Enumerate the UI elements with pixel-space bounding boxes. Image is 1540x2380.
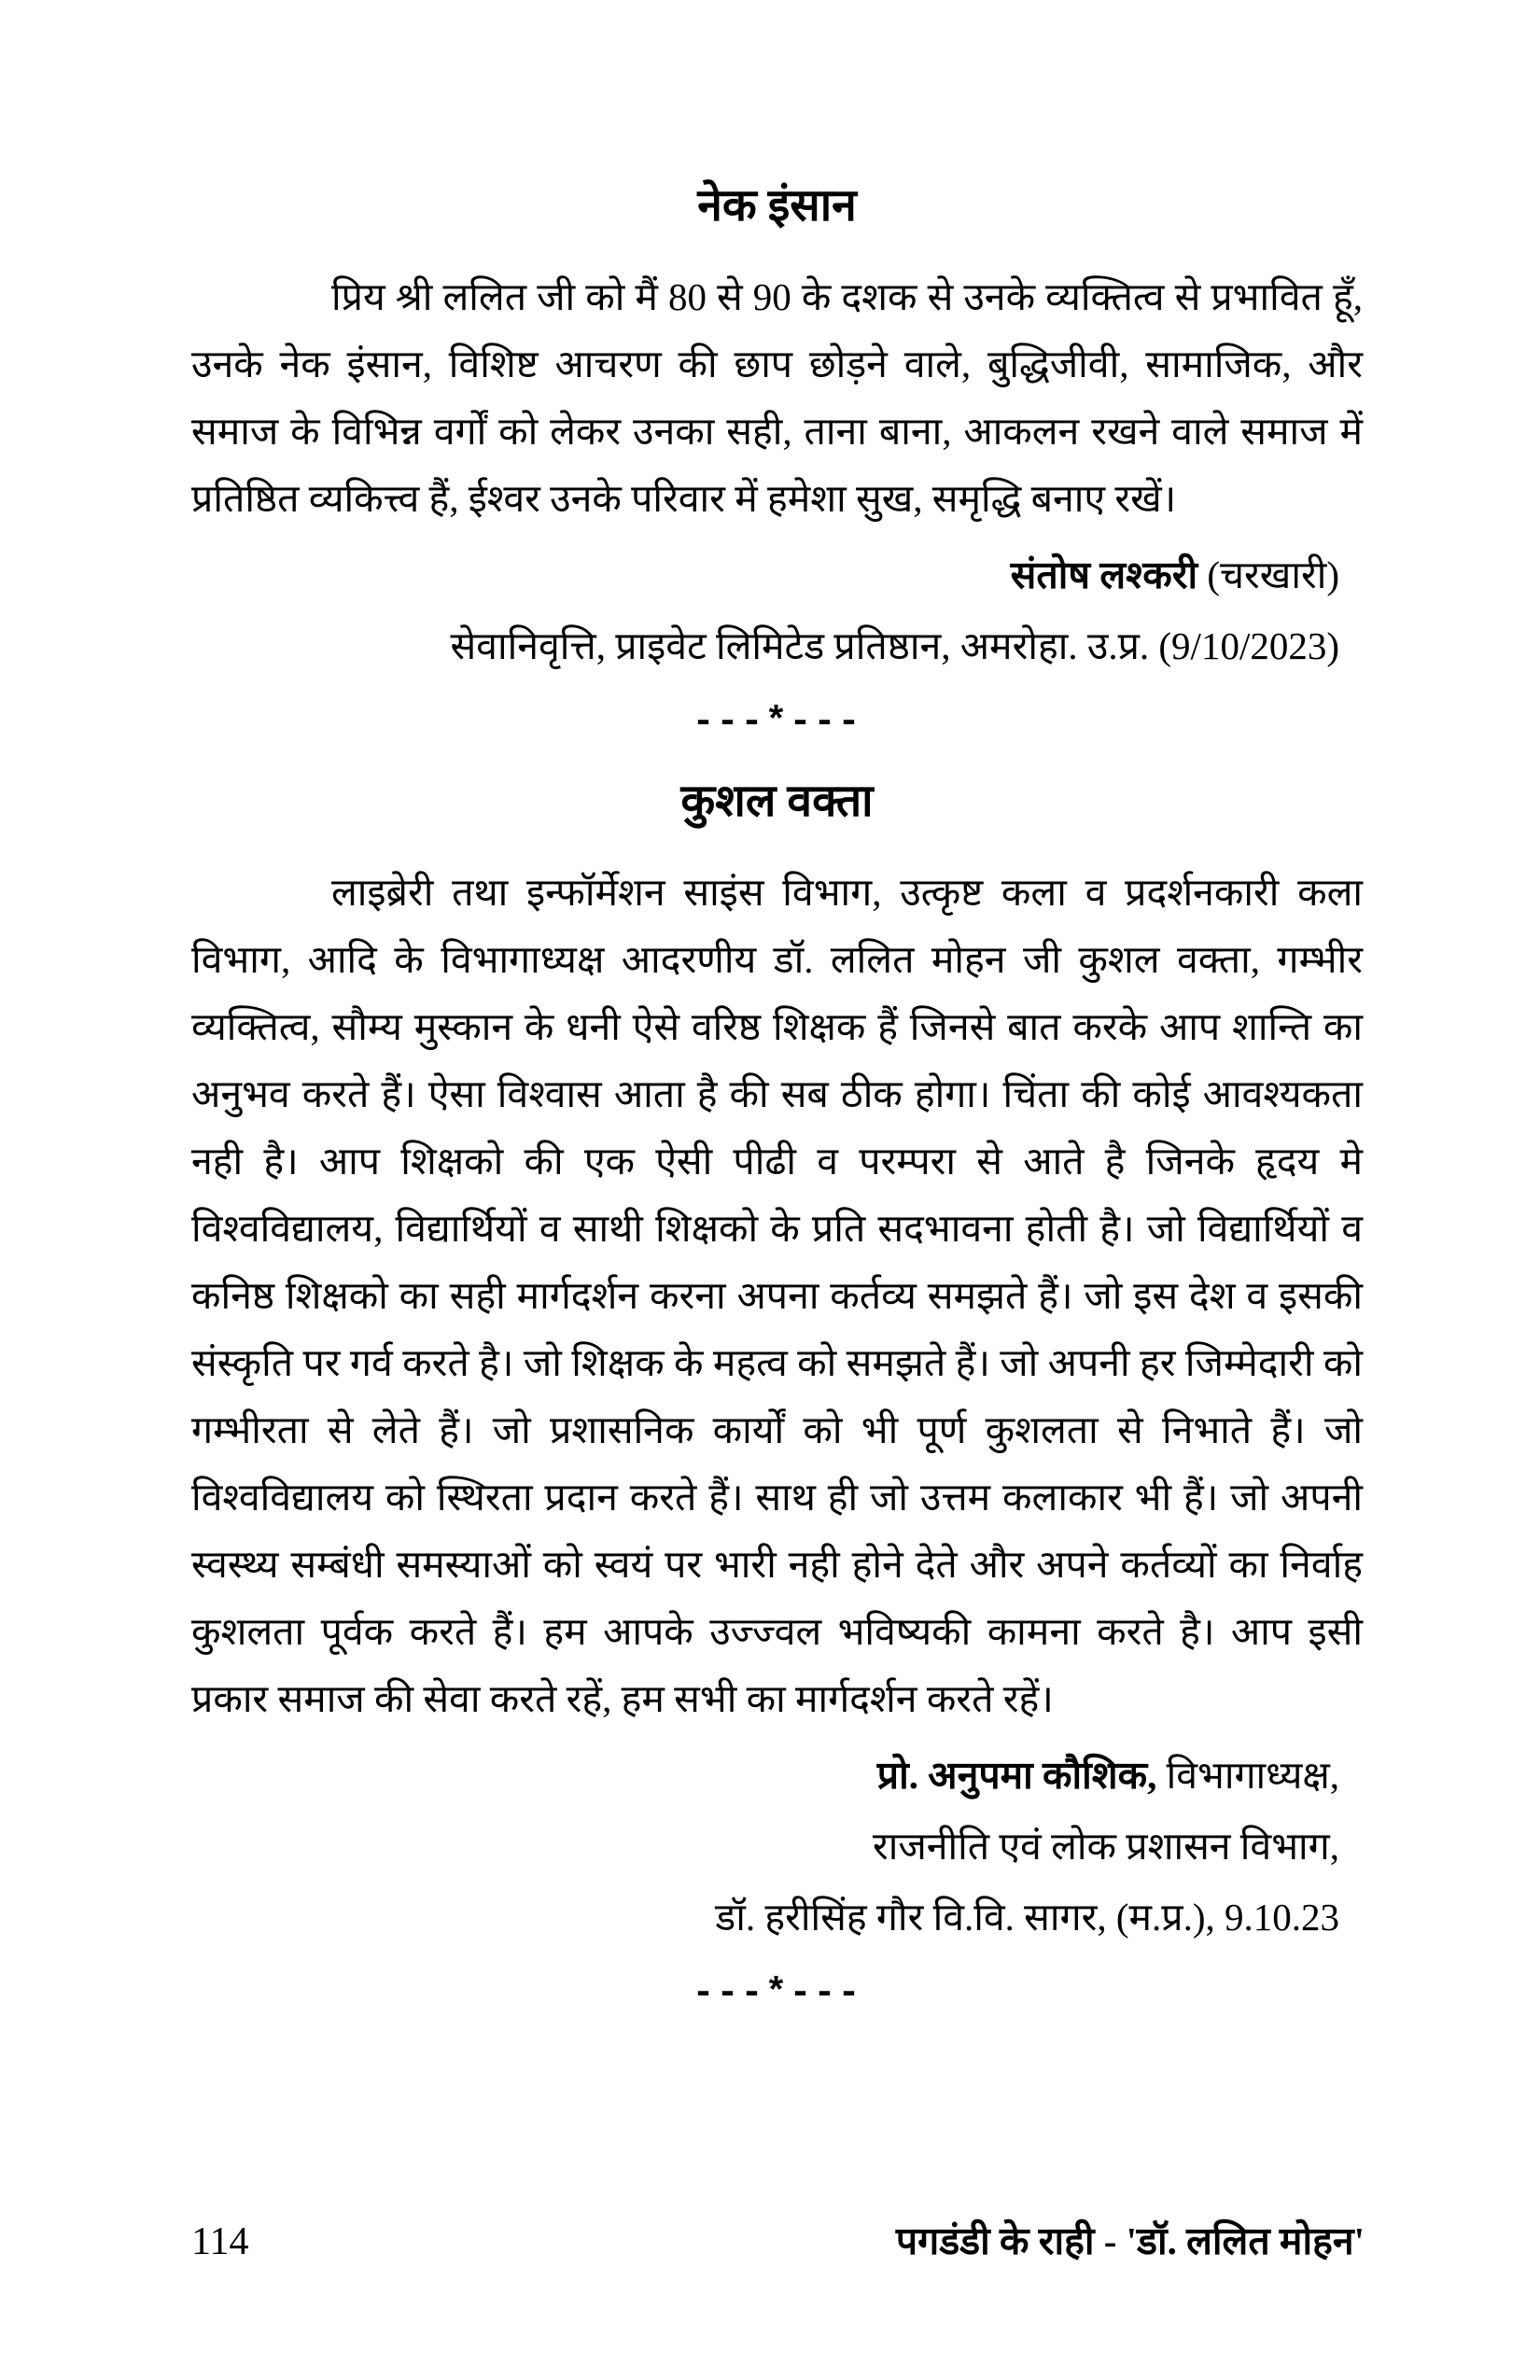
signature-line-1 xyxy=(191,539,1339,610)
signature-detail-1: सेवानिवृत्ति, प्राइवेट लिमिटेड प्रतिष्ठान, अमरोहा. उ.प्र. (9/10/2023) xyxy=(450,624,1339,667)
section-title-kushal-vakta: कुशल वक्ता xyxy=(680,777,874,826)
signature-name-1: संतोष लश्करी xyxy=(1010,553,1198,596)
signature-block-2 xyxy=(191,1740,1363,1953)
section-body-kushal-vakta: लाइब्रेरी तथा इन्फॉर्मेशन साइंस विभाग, उत्कृष्ट कला व प्रदर्शनकारी कला विभाग, आदि के विभागाध्यक्ष आदरणीय डॉ. ललित मोहन जी कुशल वक्ता, गम्भीर व्यक्तित्व, सौम्य मुस्कान के धनी ऐसे वरिष्ठ शिक्षक हैं जिनसे बात करके आप शान्ति का अनुभव करते हैं। ऐसा विश्वास आता है की सब ठीक होगा। चिंता की कोई आवश्यकता नही है। आप शिक्षको की एक ऐसी पीढी व परम्परा से आते है जिनके हृदय मे विश्वविद्यालय, विद्यार्थियों व साथी शिक्षको के प्रति सदभावना होती है। जो विद्यार्थियों व कनिष्ठ शिक्षको का सही मार्गदर्शन करना अपना कर्तव्य समझते हैं। जो इस देश व इसकी संस्कृति पर गर्व करते है। जो शिक्षक के महत्व को समझते हैं। जो अपनी हर जिम्मेदारी को गम्भीरता से लेते हैं। जो प्रशासनिक कार्यों को भी पूर्ण कुशलता से निभाते हैं। जो विश्वविद्यालय को स्थिरता प्रदान करते हैं। साथ ही जो उत्तम कलाकार भी हैं। जो अपनी स्वस्थ्य सम्बंधी समस्याओं को स्वयं पर भारी नही होने देते और अपने कर्तव्यों का निर्वाह कुशलता पूर्वक करते हैं। हम आपके उज्ज्वल भविष्यकी कामना करते है। आप इसी प्रकार समाज की सेवा करते रहें, हम सभी का मार्गदर्शन करते रहें। xyxy=(191,871,1363,1720)
signature-detail-2a: राजनीति एवं लोक प्रशासन विभाग, xyxy=(872,1825,1339,1868)
section-separator-1: ---*--- xyxy=(692,702,862,744)
signature-suffix-1: (चरखारी) xyxy=(1197,553,1339,596)
signature-block-1 xyxy=(191,539,1363,681)
section-title-nek-insaan: नेक इंसान xyxy=(697,181,857,231)
section-body-nek-insaan: प्रिय श्री ललित जी को मैं 80 से 90 के दशक से उनके व्यक्तित्व से प्रभावित हूँ, उनके नेक इंसान, विशिष्ट आचरण की छाप छोड़ने वाले, बुद्धिजीवी, सामाजिक, और समाज के विभिन्न वर्गों को लेकर उनका सही, ताना बाना, आकलन रखने वाले समाज में प्रतिष्ठित व्यकित्त्व हैं, ईश्वर उनके परिवार में हमेशा सुख, समृद्धि बनाए रखें। xyxy=(191,275,1363,520)
signature-detail-2b: डॉ. हरीसिंह गौर वि.वि. सागर, (म.प्र.), 9.10.23 xyxy=(715,1896,1339,1939)
signature-line-2 xyxy=(191,1740,1339,1811)
signature-suffix-2: विभागाध्यक्ष, xyxy=(1156,1754,1339,1797)
signature-name-2: प्रो. अनुपमा कौशिक, xyxy=(876,1754,1157,1797)
page-footer xyxy=(191,2214,1365,2266)
page-number: 114 xyxy=(191,2220,249,2263)
footer-book-title: पगडंडी के राही - 'डॉ. ललित मोहन' xyxy=(895,2219,1365,2262)
section-separator-2: ---*--- xyxy=(692,1973,862,2015)
